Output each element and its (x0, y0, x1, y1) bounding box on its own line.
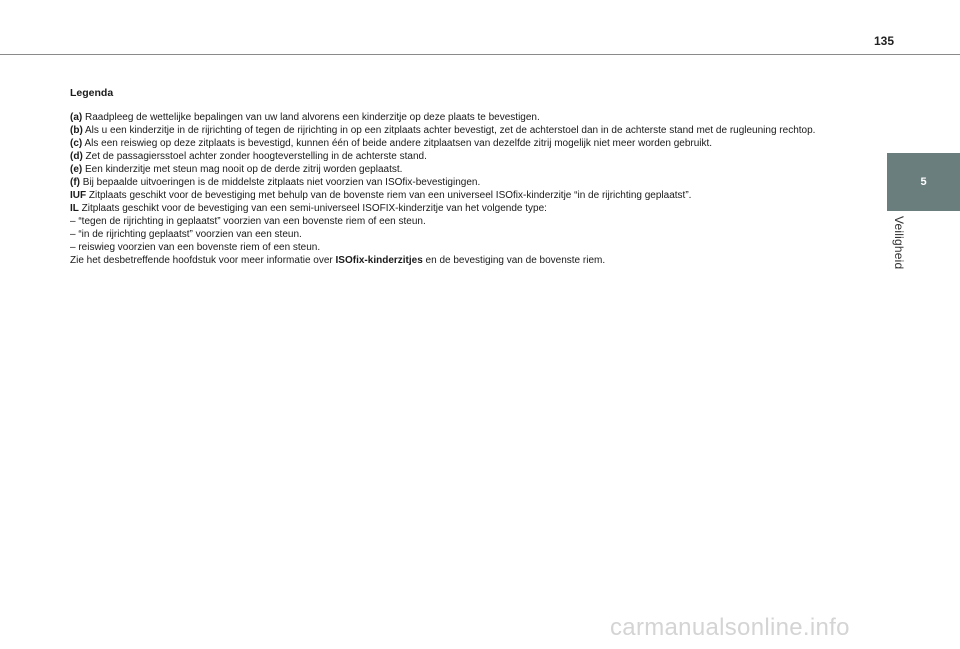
legend-text: Een kinderzitje met steun mag nooit op de derde zitrij worden geplaatst. (82, 164, 403, 175)
legend-item-f (70, 176, 870, 189)
header-rule (0, 54, 960, 55)
legend-key: (e) (70, 164, 83, 175)
reference-line (70, 254, 870, 267)
legend-content (70, 87, 870, 267)
reference-link-isofix[interactable]: ISOfix-kinderzitjes (335, 255, 423, 266)
reference-text-after: en de bevestiging van de bovenste riem. (422, 255, 606, 266)
page-number: 135 (874, 34, 895, 48)
legend-key: (d) (70, 151, 83, 162)
legend-text: Zet de passagiersstoel achter zonder hoogteverstelling in de achterste stand. (82, 151, 427, 162)
legend-text: Zitplaats geschikt voor de bevestiging van een semi-universeel ISOFIX-kinderzitje van het volgende type: (78, 203, 547, 214)
legend-key: (a) (70, 112, 83, 123)
legend-item-a (70, 111, 870, 124)
legend-item-d (70, 150, 870, 163)
legend-text: Bij bepaalde uitvoeringen is de middelste zitplaats niet voorzien van ISOfix-bevestigingen. (80, 177, 481, 188)
chapter-tab[interactable] (887, 153, 960, 211)
legend-key: (f) (70, 177, 80, 188)
legend-key: (b) (70, 125, 83, 136)
legend-item-iuf (70, 189, 870, 202)
legend-key: IUF (70, 190, 87, 201)
legend-item-il (70, 202, 870, 215)
legend-item-e (70, 163, 870, 176)
legend-text: Raadpleeg de wettelijke bepalingen van uw land alvorens een kinderzitje op deze plaats te bevestigen. (82, 112, 540, 123)
dash-item: – reiswieg voorzien van een bovenste riem of een steun. (70, 242, 321, 253)
chapter-number: 5 (920, 176, 927, 188)
legend-key: IL (70, 203, 79, 214)
legend-key: (c) (70, 138, 83, 149)
legend-text: Als u een kinderzitje in de rijrichting of tegen de rijrichting in op een zitplaats achter bevestigt, zet de achterstoel dan in de achterste stand met de rugleuning rechtop. (82, 125, 816, 136)
dash-item: – “tegen de rijrichting in geplaatst” voorzien van een bovenste riem of een steun. (70, 216, 426, 227)
legend-text: Zitplaats geschikt voor de bevestiging met behulp van de bovenste riem van een universeel ISOfix-kinderzitje “in de rijrichting geplaatst”. (86, 190, 692, 201)
dash-item: – “in de rijrichting geplaatst” voorzien van een steun. (70, 229, 302, 240)
legend-text: Als een reiswieg op deze zitplaats is bevestigd, kunnen één of beide andere zitplaatsen van dezelfde zitrij mogelijk niet meer worden gebruikt. (82, 138, 713, 149)
reference-text-before: Zie het desbetreffende hoofdstuk voor meer informatie over (70, 255, 336, 266)
legend-title: Legenda (70, 87, 114, 99)
watermark: carmanualsonline.info (610, 614, 850, 641)
legend-item-c (70, 137, 870, 150)
chapter-label: Veiligheid (892, 216, 906, 270)
legend-item-b (70, 124, 870, 137)
